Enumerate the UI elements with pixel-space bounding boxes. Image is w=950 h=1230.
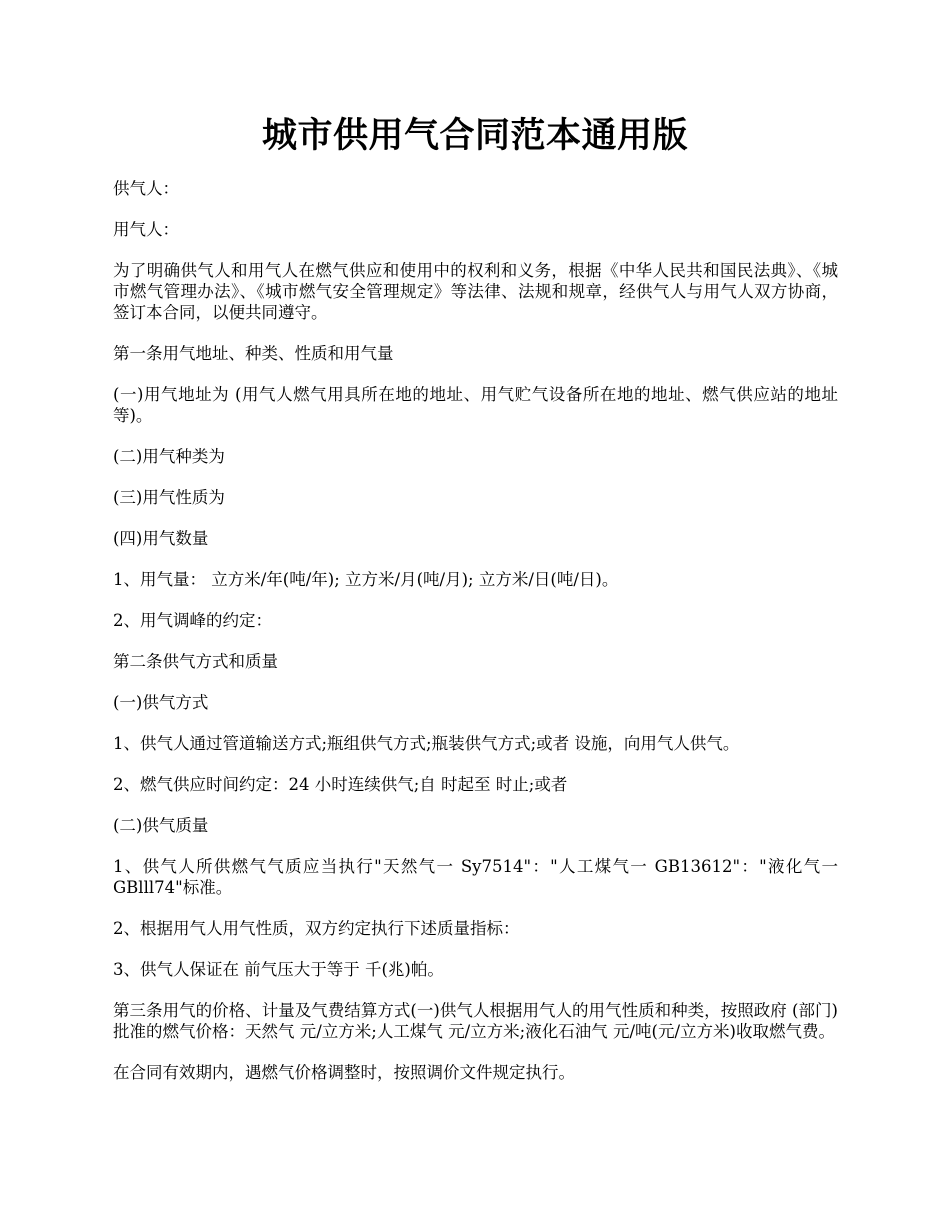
party-supplier: 供气人： bbox=[113, 179, 179, 198]
article-2-heading: 第二条供气方式和质量 bbox=[113, 652, 278, 671]
document-title: 城市供用气合同范本通用版 bbox=[261, 115, 688, 156]
clause-paragraph: 1、用气量： 立方米/年(吨/年); 立方米/月(吨/月); 立方米/日(吨/日)。 bbox=[113, 570, 619, 589]
party-user: 用气人： bbox=[113, 220, 179, 239]
clause-paragraph: 2、燃气供应时间约定：24 小时连续供气;自 时起至 时止;或者 bbox=[113, 775, 568, 794]
preamble-paragraph: 为了明确供气人和用气人在燃气供应和使用中的权利和义务，根据《中华人民共和国民法典》、《城市燃气管理办法》、《城市燃气安全管理规定》等法律、法规和规章，经供气人与用气人双方协商，签订本合同，以便共同遵守。 bbox=[113, 261, 838, 322]
clause-paragraph: 在合同有效期内，遇燃气价格调整时，按照调价文件规定执行。 bbox=[113, 1063, 575, 1082]
clause-paragraph: 3、供气人保证在 前气压大于等于 千(兆)帕。 bbox=[113, 960, 444, 979]
article-3-paragraph: 第三条用气的价格、计量及气费结算方式(一)供气人根据用气人的用气性质和种类，按照政府 (部门)批准的燃气价格：天然气 元/立方米;人工煤气 元/立方米;液化石油气 元/吨(元/立方米)收取燃气费。 bbox=[113, 1001, 838, 1041]
clause-paragraph: 1、供气人通过管道输送方式;瓶组供气方式;瓶装供气方式;或者 设施，向用气人供气。 bbox=[113, 734, 740, 753]
clause-paragraph: 2、用气调峰的约定： bbox=[113, 611, 272, 630]
clause-paragraph: (三)用气性质为 bbox=[113, 488, 225, 507]
clause-paragraph: (一)用气地址为 (用气人燃气用具所在地的地址、用气贮气设备所在地的地址、燃气供应站的地址等)。 bbox=[113, 385, 838, 425]
article-1-heading: 第一条用气地址、种类、性质和用气量 bbox=[113, 344, 394, 363]
clause-paragraph: 2、根据用气人用气性质，双方约定执行下述质量指标： bbox=[113, 919, 520, 938]
document-body bbox=[113, 178, 838, 1103]
clause-paragraph: (二)用气种类为 bbox=[113, 447, 225, 466]
clause-paragraph: 1、供气人所供燃气气质应当执行"天然气一 Sy7514"："人工煤气一 GB13612"："液化气一 GBlll74"标准。 bbox=[113, 857, 838, 897]
clause-paragraph: (一)供气方式 bbox=[113, 693, 209, 712]
clause-paragraph: (二)供气质量 bbox=[113, 816, 209, 835]
clause-paragraph: (四)用气数量 bbox=[113, 529, 209, 548]
